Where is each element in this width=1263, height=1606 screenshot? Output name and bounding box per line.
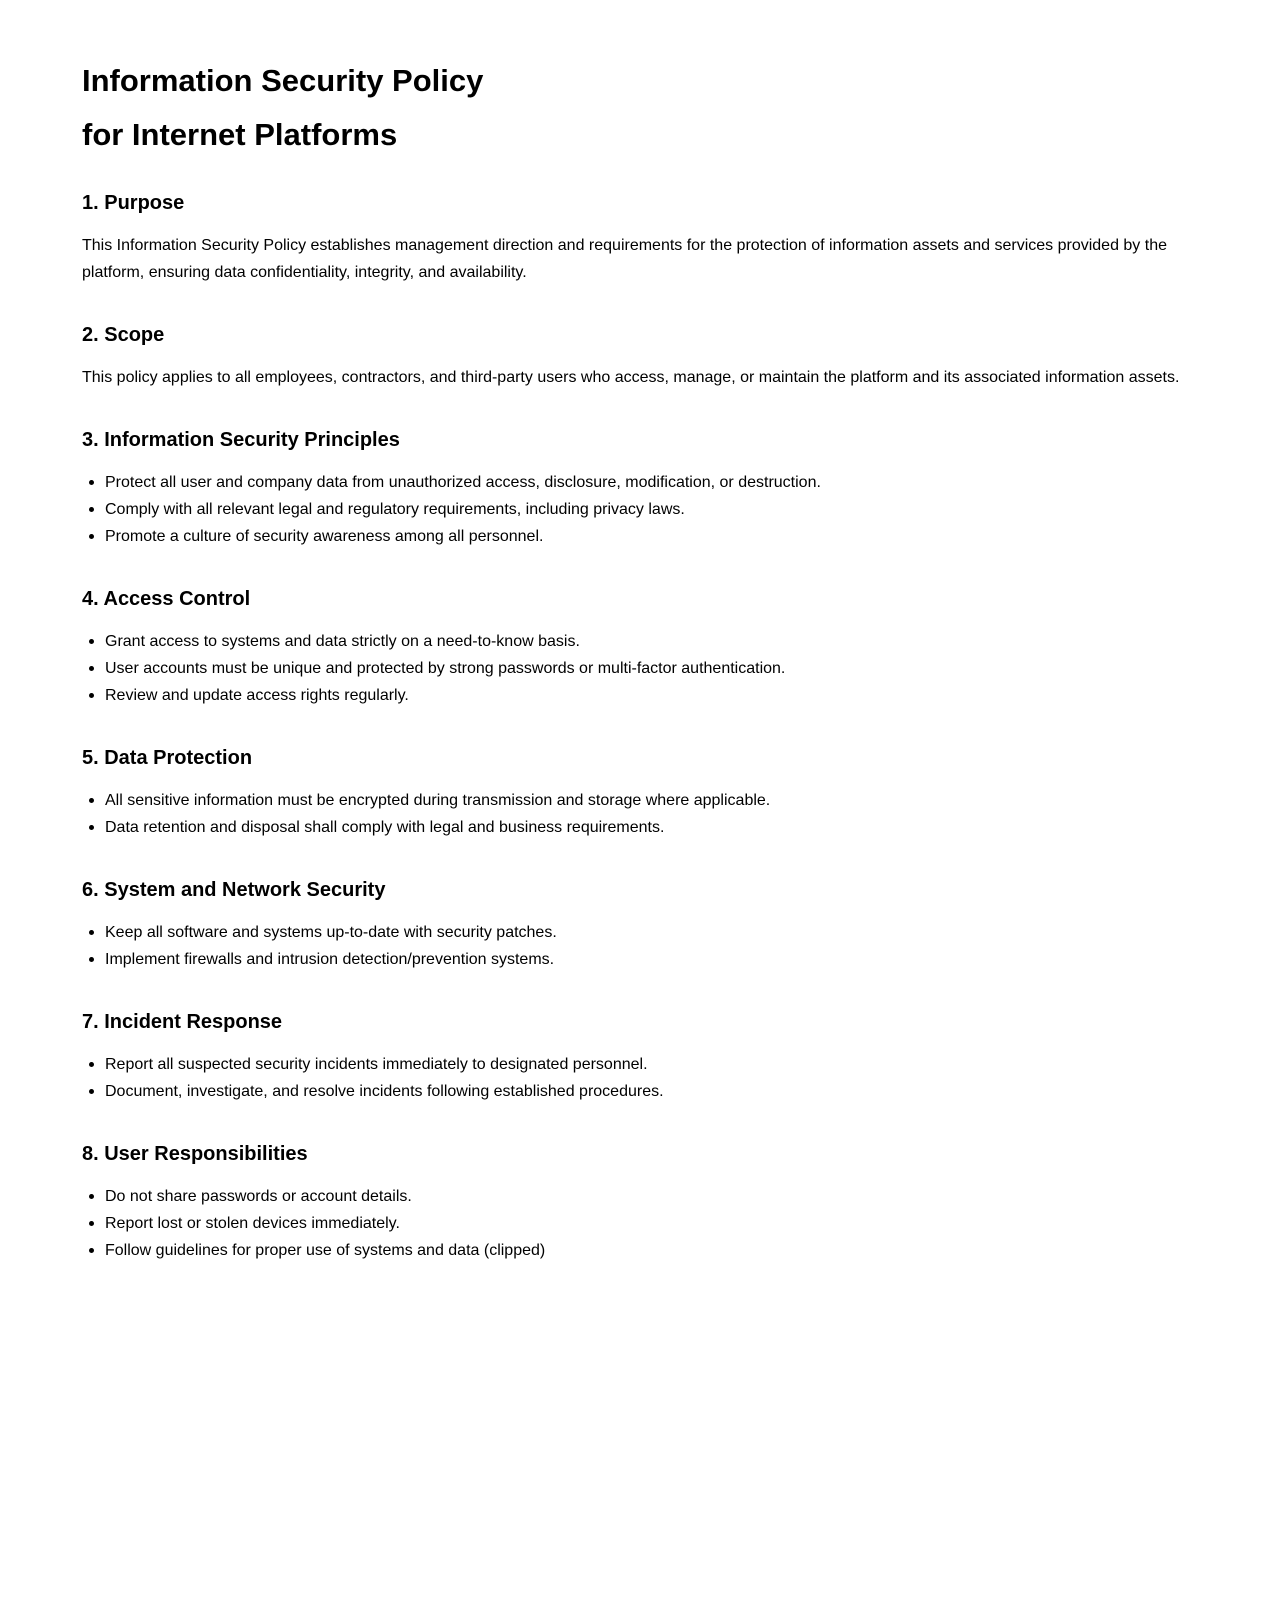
section-paragraph: This policy applies to all employees, contractors, and third-party users who access, manage, or maintain the platform and its associated information assets. — [82, 369, 1180, 386]
bullet-icon — [89, 957, 94, 962]
bullet-icon — [89, 825, 94, 830]
bullet-icon — [89, 930, 94, 935]
section-principles — [82, 427, 1192, 550]
bullet-list — [82, 469, 1192, 550]
list-item: Keep all software and systems up-to-date with security patches. — [82, 919, 1192, 946]
section-heading: 2. Scope — [82, 324, 165, 346]
section-purpose — [82, 190, 1192, 286]
section-heading: 7. Incident Response — [82, 1011, 283, 1033]
section-heading: 4. Access Control — [82, 588, 251, 610]
policy-document — [82, 54, 1192, 1298]
list-item: Report all suspected security incidents immediately to designated personnel. — [82, 1051, 1192, 1078]
list-item: All sensitive information must be encrypted during transmission and storage where applicable. — [82, 787, 1192, 814]
section-heading: 8. User Responsibilities — [82, 1143, 308, 1165]
bullet-icon — [89, 1062, 94, 1067]
section-data-protection — [82, 745, 1192, 841]
bullet-icon — [89, 534, 94, 539]
bullet-list — [82, 1051, 1192, 1105]
bullet-icon — [89, 639, 94, 644]
bullet-icon — [89, 693, 94, 698]
document-title — [82, 54, 1192, 162]
list-item: Review and update access rights regularly. — [82, 682, 1192, 709]
section-user-responsibilities — [82, 1141, 1192, 1264]
section-paragraph: This Information Security Policy establishes management direction and requirements for the protection of information assets and services provided by the platform, ensuring data confidentiality, integrity, and availability. — [82, 237, 1167, 281]
bullet-icon — [89, 798, 94, 803]
list-item: Data retention and disposal shall comply with legal and business requirements. — [82, 814, 1192, 841]
section-heading: 6. System and Network Security — [82, 879, 386, 901]
title-line-1: Information Security Policy — [82, 63, 484, 98]
title-line-2: for Internet Platforms — [82, 117, 398, 152]
list-item: Promote a culture of security awareness among all personnel. — [82, 523, 1192, 550]
bullet-list — [82, 787, 1192, 841]
section-system-network-security — [82, 877, 1192, 973]
section-heading: 5. Data Protection — [82, 747, 253, 769]
bullet-icon — [89, 507, 94, 512]
bullet-icon — [89, 1194, 94, 1199]
bullet-icon — [89, 666, 94, 671]
list-item: Do not share passwords or account details. — [82, 1183, 1192, 1210]
section-heading: 3. Information Security Principles — [82, 429, 400, 451]
section-scope — [82, 322, 1192, 391]
bullet-icon — [89, 1221, 94, 1226]
list-item: Comply with all relevant legal and regulatory requirements, including privacy laws. — [82, 496, 1192, 523]
list-item: Protect all user and company data from unauthorized access, disclosure, modification, or destruction. — [82, 469, 1192, 496]
list-item: Grant access to systems and data strictly on a need-to-know basis. — [82, 628, 1192, 655]
list-item: Report lost or stolen devices immediately. — [82, 1210, 1192, 1237]
list-item-clipped: Follow guidelines for proper use of systems and data (clipped) — [82, 1237, 1192, 1264]
bullet-list — [82, 1183, 1192, 1264]
bullet-list — [82, 628, 1192, 709]
section-incident-response — [82, 1009, 1192, 1105]
bullet-icon — [89, 1089, 94, 1094]
list-item: Implement firewalls and intrusion detection/prevention systems. — [82, 946, 1192, 973]
bullet-icon — [89, 1248, 94, 1253]
section-heading: 1. Purpose — [82, 192, 185, 214]
list-item: User accounts must be unique and protected by strong passwords or multi-factor authentication. — [82, 655, 1192, 682]
bullet-icon — [89, 480, 94, 485]
section-access-control — [82, 586, 1192, 709]
bullet-list — [82, 919, 1192, 973]
list-item: Document, investigate, and resolve incidents following established procedures. — [82, 1078, 1192, 1105]
